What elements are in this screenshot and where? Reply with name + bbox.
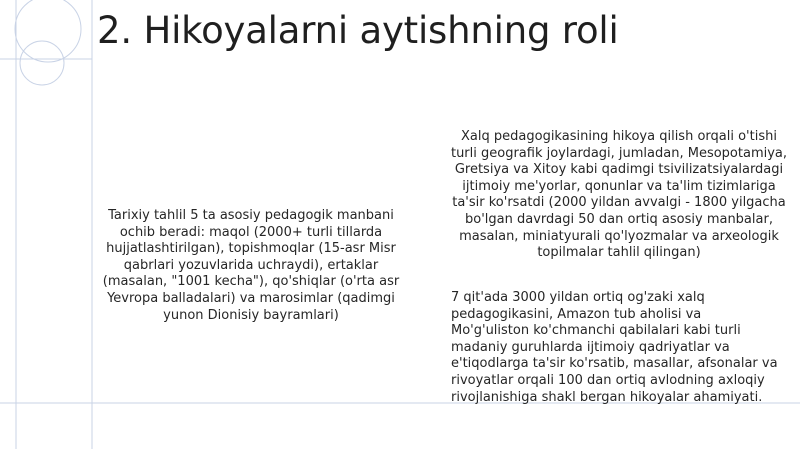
left-text-block xyxy=(92,208,410,324)
decor-circle-top xyxy=(15,0,81,62)
right-top-paragraph: Xalq pedagogikasining hikoya qilish orqali o'tishi turli geografik joylardagi, jumladan, Mesopotamiya, Gretsiya va Xitoy kabi qadimgi tsivilizatsiyalardagi ijtimoiy me'yorlar, qonunlar va ta'lim tizimlariga ta'sir ko'rsatdi (2000 yildan avvalgi - 1800 yilgacha bo'lgan davrdagi 50 dan ortiq asosiy manbalar, masalan, miniatyurali qo'lyozmalar va arxeologik topilmalar tahlil qilingan) xyxy=(450,129,788,261)
right-bottom-paragraph: 7 qit'ada 3000 yildan ortiq og'zaki xalq pedagogikasini, Amazon tub aholisi va Mo'g'uliston ko'chmanchi qabilalari kabi turli madaniy guruhlarda ijtimoiy qadriyatlar va e'tiqodlarga ta'sir ko'rsatib, masallar, afsonalar va rivoyatlar orqali 100 dan ortiq avlodning axloqiy rivojlanishiga shakl bergan hikoyalar ahamiyati. xyxy=(451,290,778,405)
right-bottom-text-block xyxy=(451,290,783,406)
left-paragraph: Tarixiy tahlil 5 ta asosiy pedagogik manbani ochib beradi: maqol (2000+ turli tillarda hujjatlashtirilgan), topishmoqlar (15-asr Misr qabrlari yozuvlarida uchraydi), ertaklar (masalan, "1001 kecha"), qo'shiqlar (o'rta asr Yevropa balladalari) va marosimlar (qadimgi yunon Dionisiy bayramlari) xyxy=(102,208,400,323)
decor-circle-bottom xyxy=(20,41,64,85)
slide-title: 2. Hikoyalarni aytishning roli xyxy=(97,9,619,52)
right-top-text-block xyxy=(448,129,790,262)
